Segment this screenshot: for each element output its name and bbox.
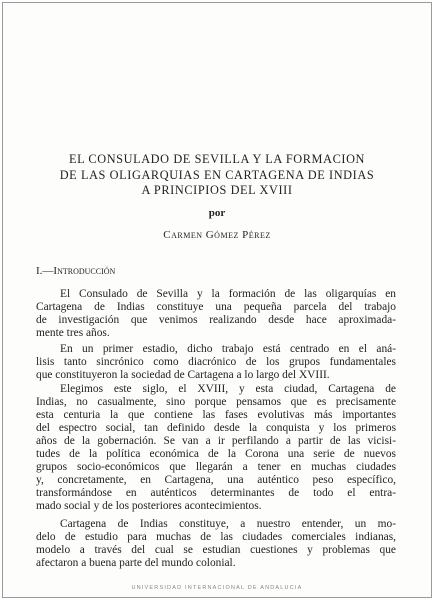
document-page	[2, 2, 432, 598]
author-name: Carmen Gómez Pérez	[163, 229, 271, 241]
document-title	[33, 152, 401, 199]
section-heading: I.—Introducción	[36, 265, 116, 277]
text-line: de investigación que venimos realizando desde hace aproximada-	[36, 314, 396, 326]
title-line: A PRINCIPIOS DEL XVIII	[141, 183, 293, 197]
title-line: DE LAS OLIGARQUIAS EN CARTAGENA DE INDIAS	[59, 167, 375, 182]
paragraph-3	[36, 383, 396, 513]
text-line: y, concretamente, en Cartagena, una auténtico peso específico,	[36, 474, 396, 486]
text-line: El Consulado de Sevilla y la formación de las oligarquías en	[60, 288, 396, 300]
paragraph-1	[36, 288, 396, 340]
text-line: En un primer estadio, dicho trabajo está centrado en el aná-	[60, 343, 396, 355]
text-line: del espectro social, tan definido desde la conquista y los primeros	[36, 422, 396, 434]
text-line: transformándose en auténticos determinantes de todo el entra-	[36, 487, 396, 499]
text-line: delo de estudio para muchas de las ciudades comerciales indianas,	[36, 531, 396, 543]
title-line: EL CONSULADO DE SEVILLA Y LA FORMACION	[68, 152, 366, 166]
byline-por: por	[208, 207, 226, 219]
footer-watermark: UNIVERSIDAD INTERNACIONAL DE ANDALUCIA	[131, 585, 303, 591]
text-line: afectaron a buena parte del mundo colonial.	[36, 557, 236, 569]
paragraph-4	[36, 518, 396, 570]
text-line: lisis tanto sincrónico como diacrónico de los grupos fundamentales	[36, 356, 396, 368]
text-line: Indias, no casualmente, sino porque pensamos que es precisamente	[36, 396, 396, 408]
text-line: modelo a través del cual se estudian cuestiones y problemas que	[36, 544, 396, 556]
text-line: Cartagena de Indias constituye una pequeña parcela del trabajo	[36, 301, 396, 313]
text-line: Elegimos este siglo, el XVIII, y esta ciudad, Cartagena de	[60, 383, 396, 395]
text-line: tudes de la política económica de la Corona una serie de nuevos	[36, 448, 396, 460]
text-line: que constituyeron la sociedad de Cartagena a lo largo del XVIII.	[36, 369, 330, 381]
text-line: Cartagena de Indias constituye, a nuestro entender, un mo-	[60, 518, 396, 530]
text-line: mado social y de los posteriores acontecimientos.	[36, 500, 262, 512]
text-line: años de la gobernación. Se van a ir perfilando a partir de las vicisi-	[36, 435, 396, 447]
text-line: esta centuria la que contiene las fases evolutivas más importantes	[36, 409, 396, 421]
text-line: mente tres años.	[36, 327, 110, 339]
paragraph-2	[36, 343, 396, 382]
text-line: grupos socio-económicos que llegarán a tener en muchas ciudades	[36, 461, 396, 473]
